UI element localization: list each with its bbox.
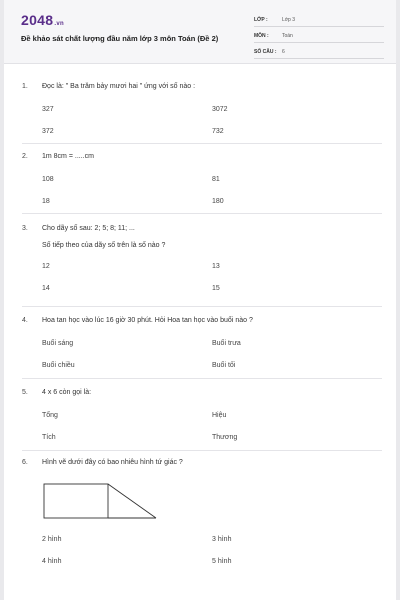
worksheet-header bbox=[4, 0, 396, 64]
answer-option[interactable]: Tích bbox=[42, 434, 56, 441]
worksheet-meta bbox=[254, 14, 384, 62]
question-5 bbox=[22, 388, 382, 450]
answer-options bbox=[22, 340, 382, 378]
meta-row-grade bbox=[254, 14, 384, 27]
worksheet-page bbox=[4, 0, 396, 600]
question-2 bbox=[22, 152, 382, 214]
answer-option[interactable]: 15 bbox=[212, 285, 220, 292]
question-number: 6. bbox=[22, 459, 28, 466]
answer-option[interactable]: 3 hình bbox=[212, 536, 232, 543]
answer-option[interactable]: Buổi tối bbox=[212, 362, 236, 369]
answer-options bbox=[22, 106, 382, 144]
question-4 bbox=[22, 316, 382, 378]
figure-rectangle bbox=[44, 484, 108, 518]
answer-option[interactable]: 3072 bbox=[212, 106, 228, 113]
answer-option[interactable]: 732 bbox=[212, 128, 224, 135]
answer-option[interactable]: Buổi sáng bbox=[42, 340, 74, 347]
meta-row-subject bbox=[254, 30, 384, 43]
question-divider bbox=[22, 306, 382, 307]
question-text: 1m 8cm = .....cm bbox=[42, 153, 94, 160]
question-divider bbox=[22, 378, 382, 379]
question-text: Hình vẽ dưới đây có bao nhiêu hình tứ giác ? bbox=[42, 459, 183, 466]
question-text: 4 x 6 còn gọi là: bbox=[42, 389, 92, 396]
question-text: Hoa tan học vào lúc 16 giờ 30 phút. Hỏi Hoa tan học vào buổi nào ? bbox=[42, 317, 253, 324]
worksheet-title: Đề khảo sát chất lượng đầu năm lớp 3 môn Toán (Đề 2) bbox=[21, 34, 219, 43]
question-number: 4. bbox=[22, 317, 28, 324]
question-number: 3. bbox=[22, 225, 28, 232]
question-subtext: Số tiếp theo của dãy số trên là số nào ? bbox=[42, 242, 166, 249]
answer-option[interactable]: 180 bbox=[212, 198, 224, 205]
quadrilateral-figure bbox=[42, 478, 162, 520]
answer-options bbox=[22, 412, 382, 450]
meta-label: SỐ CÂU : bbox=[254, 49, 277, 55]
answer-option[interactable]: 12 bbox=[42, 263, 50, 270]
question-6-options bbox=[22, 530, 382, 574]
logo-text: 2048 bbox=[21, 12, 54, 28]
answer-option[interactable]: 14 bbox=[42, 285, 50, 292]
meta-label: MÔN : bbox=[254, 33, 269, 39]
question-1 bbox=[22, 82, 382, 144]
answer-option[interactable]: 327 bbox=[42, 106, 54, 113]
meta-row-count bbox=[254, 46, 384, 59]
answer-option[interactable]: Buổi chiều bbox=[42, 362, 75, 369]
answer-option[interactable]: 5 hình bbox=[212, 558, 232, 565]
meta-value: 6 bbox=[282, 49, 285, 55]
answer-option[interactable]: Tổng bbox=[42, 412, 58, 419]
answer-options bbox=[22, 263, 382, 301]
question-divider bbox=[22, 450, 382, 451]
question-text: Đọc là: " Ba trăm bảy mươi hai " ứng với số nào : bbox=[42, 83, 196, 90]
answer-option[interactable]: Thương bbox=[212, 434, 238, 441]
meta-value: Lớp 3 bbox=[282, 17, 296, 23]
answer-option[interactable]: Hiệu bbox=[212, 412, 227, 419]
answer-option[interactable]: 372 bbox=[42, 128, 54, 135]
meta-value: Toán bbox=[282, 33, 293, 39]
answer-option[interactable]: 13 bbox=[212, 263, 220, 270]
question-number: 1. bbox=[22, 83, 28, 90]
answer-option[interactable]: 18 bbox=[42, 198, 50, 205]
answer-option[interactable]: 108 bbox=[42, 176, 54, 183]
answer-option[interactable]: 2 hình bbox=[42, 536, 62, 543]
answer-option[interactable]: Buổi trưa bbox=[212, 340, 241, 347]
question-number: 2. bbox=[22, 153, 28, 160]
question-divider bbox=[22, 143, 382, 144]
answer-options bbox=[22, 536, 382, 574]
meta-label: LỚP : bbox=[254, 17, 268, 23]
question-text: Cho dãy số sau: 2; 5; 8; 11; ... bbox=[42, 225, 135, 232]
site-logo[interactable] bbox=[21, 12, 64, 28]
question-6 bbox=[22, 458, 382, 468]
answer-option[interactable]: 81 bbox=[212, 176, 220, 183]
question-3 bbox=[22, 224, 382, 301]
answer-options bbox=[22, 176, 382, 214]
question-divider bbox=[22, 213, 382, 214]
figure-diagonal bbox=[108, 484, 156, 518]
answer-option[interactable]: 4 hình bbox=[42, 558, 62, 565]
logo-suffix: .vn bbox=[54, 21, 64, 27]
question-number: 5. bbox=[22, 389, 28, 396]
